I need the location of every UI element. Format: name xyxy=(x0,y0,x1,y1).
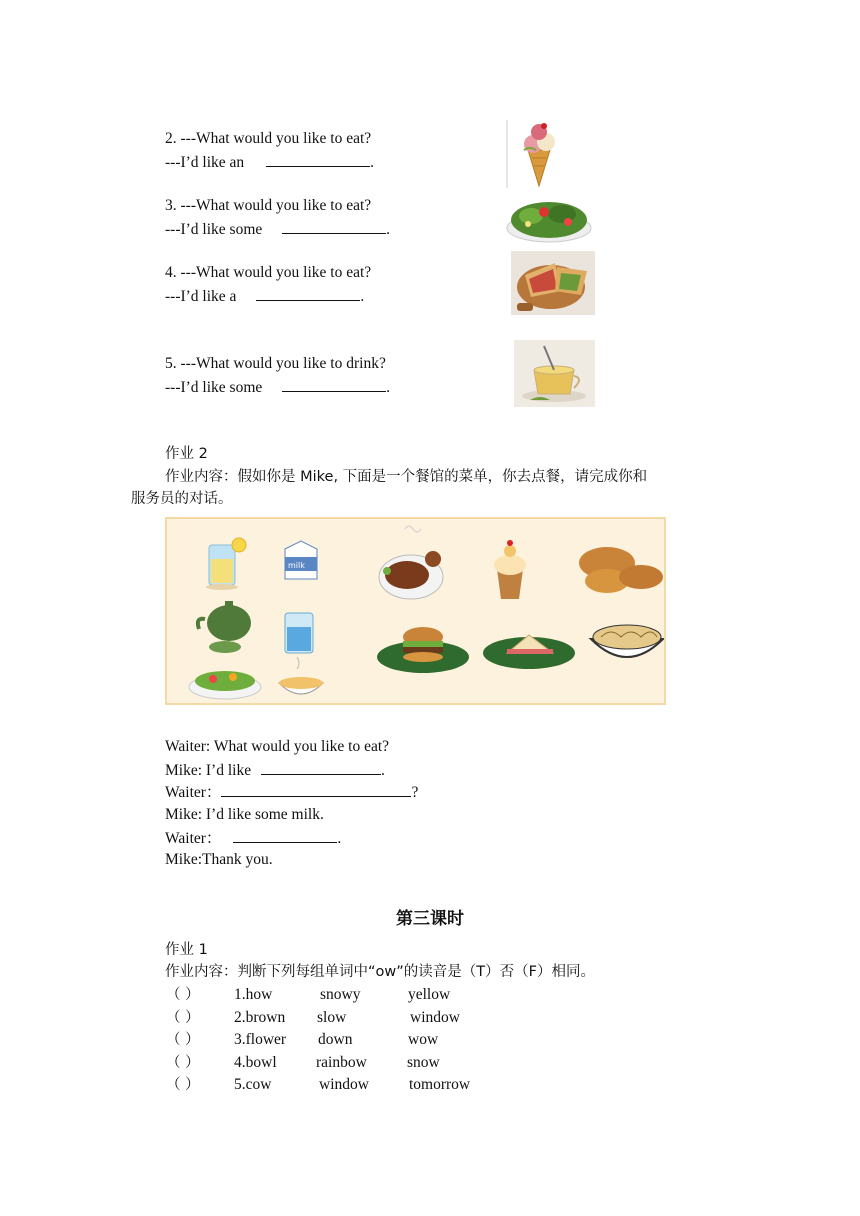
answer-4-blank[interactable] xyxy=(256,286,360,301)
word-group-5 xyxy=(166,1075,471,1095)
dialogue-line-4: Mike: I’d like some milk. xyxy=(165,806,324,823)
dialogue-line-1: Waiter: What would you like to eat? xyxy=(165,738,390,755)
word-group-2 xyxy=(166,1008,460,1028)
answer-4-suffix: . xyxy=(360,288,365,305)
word-3c: wow xyxy=(408,1031,439,1048)
svg-text:milk: milk xyxy=(288,561,305,570)
dialogue-line-2-suffix: . xyxy=(380,762,385,779)
salad-image xyxy=(506,190,592,244)
word-2a: 2.brown xyxy=(234,1009,286,1026)
word-1c: yellow xyxy=(408,986,451,1003)
word-5a: 5.cow xyxy=(234,1076,272,1093)
answer-paren-1[interactable]: （ ） xyxy=(166,987,200,1003)
answer-4 xyxy=(165,286,364,307)
answer-paren-5[interactable]: （ ） xyxy=(166,1077,200,1093)
answer-paren-3[interactable]: （ ） xyxy=(166,1032,200,1048)
dialogue-blank-1[interactable] xyxy=(261,760,381,775)
soup-icon xyxy=(279,657,323,694)
water-icon xyxy=(285,613,313,653)
dialogue-line-3 xyxy=(165,782,418,803)
salad-bowl-icon xyxy=(189,671,261,699)
teapot-icon xyxy=(198,601,251,653)
word-2c: window xyxy=(410,1009,460,1026)
word-1a: 1.how xyxy=(234,986,273,1003)
word-1b: snowy xyxy=(320,986,361,1003)
lesson3-heading: 第三课时 xyxy=(396,909,464,929)
answer-2-prefix: ---I’d like an xyxy=(165,154,245,171)
answer-5-prefix: ---I’d like some xyxy=(165,379,263,396)
question-2: 2. ---What would you like to eat? xyxy=(165,130,372,147)
answer-5-suffix: . xyxy=(386,379,391,396)
sandwich-image xyxy=(511,251,595,315)
word-3a: 3.flower xyxy=(234,1031,287,1048)
milk-icon xyxy=(285,541,317,579)
noodles-icon xyxy=(591,625,663,657)
steak-icon xyxy=(379,526,443,599)
lesson3-instruction: 作业内容：判断下列每组单词中“ow”的读音是（T）否（F）相同。 xyxy=(165,964,595,980)
question-3: 3. ---What would you like to eat? xyxy=(165,197,372,214)
lesson3-hw-title: 作业 1 xyxy=(165,942,208,958)
word-5b: window xyxy=(319,1076,369,1093)
dialogue-line-2-text: Mike: I’d like xyxy=(165,762,252,779)
word-3b: down xyxy=(318,1031,353,1048)
dialogue-line-5 xyxy=(165,828,341,849)
word-4b: rainbow xyxy=(316,1054,367,1071)
bread-icon xyxy=(579,547,663,593)
hw2-content-line1: 作业内容：假如你是 Mike, 下面是一个餐馆的菜单，你去点餐，请完成你和 xyxy=(165,469,648,485)
juice-icon xyxy=(206,538,246,590)
dialogue-line-3-text: Waiter： xyxy=(165,784,222,801)
answer-paren-4[interactable]: （ ） xyxy=(166,1055,200,1071)
answer-3-suffix: . xyxy=(386,221,391,238)
dialogue-blank-2[interactable] xyxy=(221,782,411,797)
word-4c: snow xyxy=(407,1054,440,1071)
dialogue-line-5-text: Waiter： xyxy=(165,830,222,847)
answer-2 xyxy=(165,152,374,173)
dialogue-line-6: Mike:Thank you. xyxy=(165,851,273,868)
dialogue-blank-3[interactable] xyxy=(233,828,337,843)
word-2b: slow xyxy=(317,1009,347,1026)
question-5: 5. ---What would you like to drink? xyxy=(165,355,386,372)
word-group-3 xyxy=(166,1030,439,1050)
answer-5 xyxy=(165,377,390,398)
word-4a: 4.bowl xyxy=(234,1054,277,1071)
cupcake-icon xyxy=(494,540,526,599)
dialogue-line-5-suffix: . xyxy=(337,830,342,847)
burger-icon xyxy=(377,627,469,673)
menu-image xyxy=(165,517,666,705)
answer-2-suffix: . xyxy=(370,154,374,171)
sandwich-plate-icon xyxy=(483,635,575,669)
ice-cream-image xyxy=(506,120,570,188)
answer-4-prefix: ---I’d like a xyxy=(165,288,237,305)
answer-3-prefix: ---I’d like some xyxy=(165,221,263,238)
tea-image xyxy=(514,340,595,407)
answer-2-blank[interactable] xyxy=(266,152,370,167)
hw2-content-line2: 服务员的对话。 xyxy=(131,491,233,507)
answer-3-blank[interactable] xyxy=(282,219,386,234)
answer-5-blank[interactable] xyxy=(282,377,386,392)
answer-3 xyxy=(165,219,390,240)
word-group-1 xyxy=(166,985,451,1005)
word-group-4 xyxy=(166,1053,440,1073)
dialogue-line-3-suffix: ? xyxy=(411,784,419,801)
question-4: 4. ---What would you like to eat? xyxy=(165,264,372,281)
word-5c: tomorrow xyxy=(409,1076,471,1093)
dialogue-line-2 xyxy=(165,760,385,781)
answer-paren-2[interactable]: （ ） xyxy=(166,1010,200,1026)
hw2-title: 作业 2 xyxy=(165,446,208,462)
